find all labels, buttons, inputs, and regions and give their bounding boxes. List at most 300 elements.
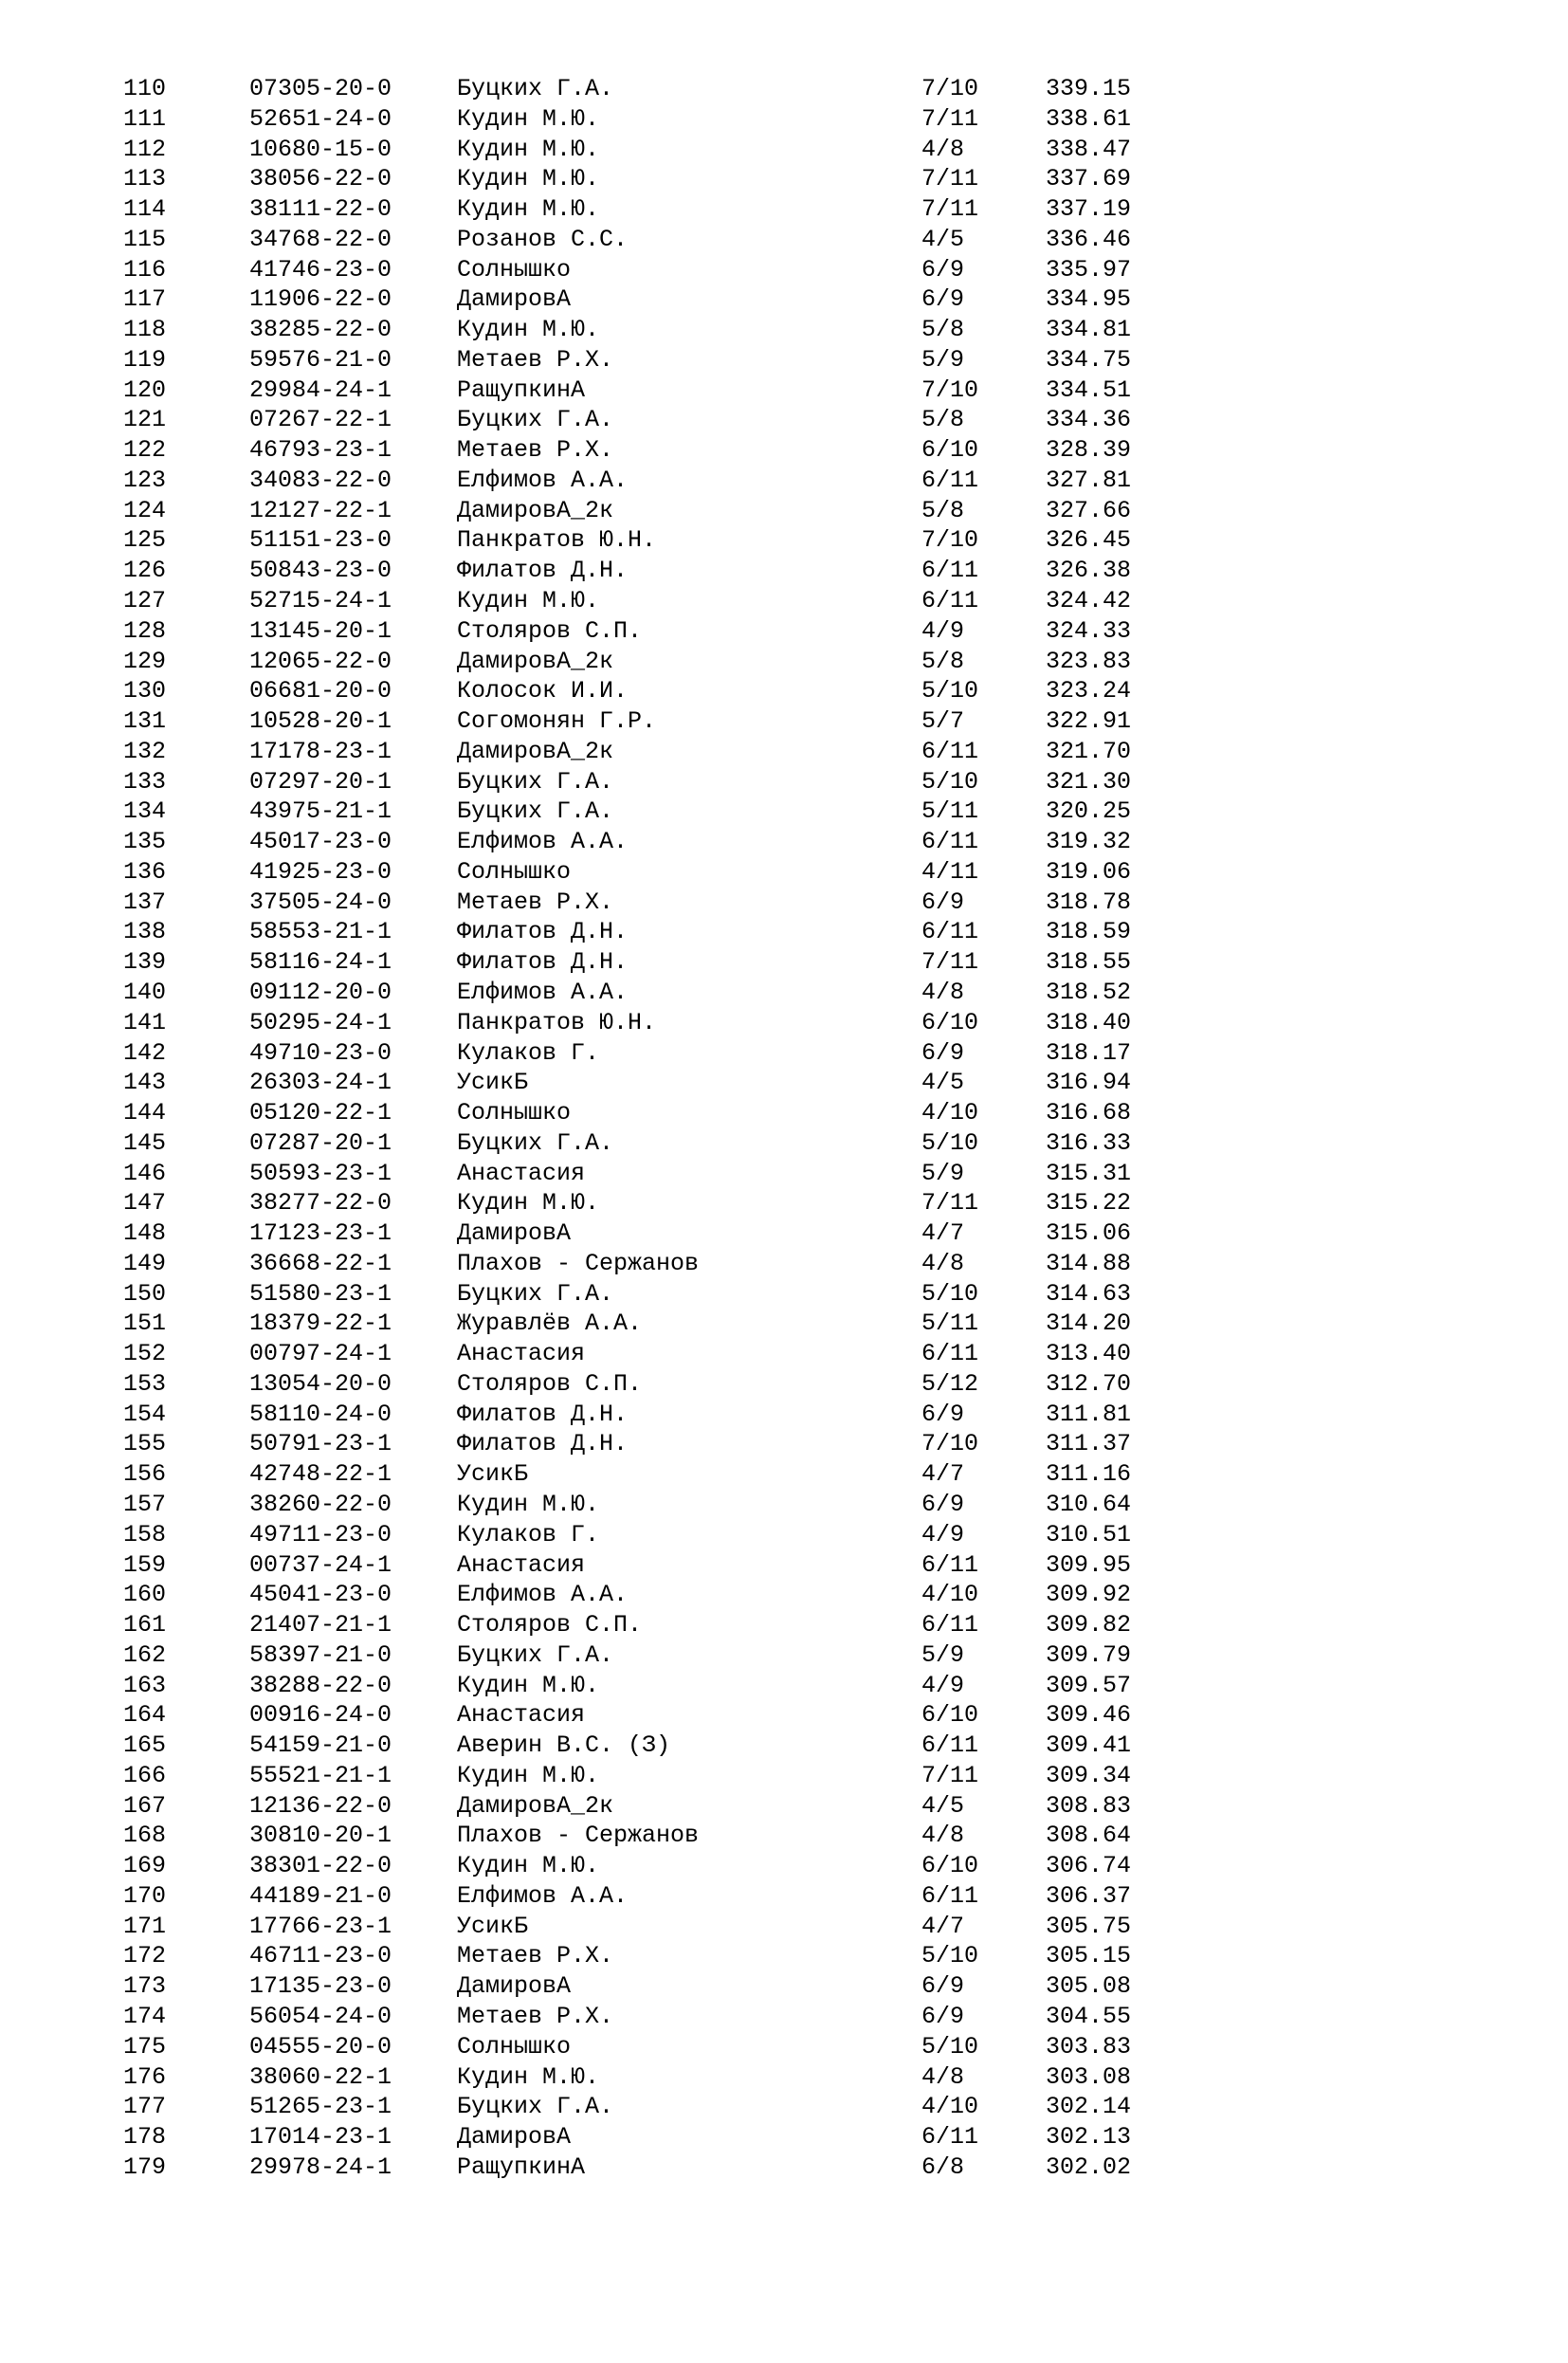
rank-cell: 174 xyxy=(123,2003,167,2030)
rank-cell: 119 xyxy=(123,345,167,374)
score-cell: 5/9 xyxy=(921,1159,965,1187)
name-cell: Анастасия xyxy=(457,1550,586,1579)
score-cell: 5/7 xyxy=(921,707,965,736)
value-cell: 316.94 xyxy=(1046,1069,1132,1097)
table-row xyxy=(0,947,1568,978)
rank-cell: 121 xyxy=(123,406,167,434)
name-cell: Буцких Г.А. xyxy=(457,2093,614,2121)
table-row xyxy=(0,1550,1568,1581)
score-cell: 4/5 xyxy=(921,225,965,253)
value-cell: 322.91 xyxy=(1046,707,1132,736)
table-row xyxy=(0,917,1568,947)
name-cell: Кудин М.Ю. xyxy=(457,1189,600,1218)
name-cell: Солнышко xyxy=(457,857,572,886)
name-cell: Филатов Д.Н. xyxy=(457,918,629,946)
table-row xyxy=(0,706,1568,737)
id-cell: 17014-23-1 xyxy=(249,2123,392,2152)
value-cell: 312.70 xyxy=(1046,1369,1132,1398)
id-cell: 00737-24-1 xyxy=(249,1550,392,1579)
value-cell: 309.95 xyxy=(1046,1550,1132,1579)
value-cell: 310.51 xyxy=(1046,1520,1132,1548)
id-cell: 58110-24-0 xyxy=(249,1400,392,1428)
table-row xyxy=(0,1791,1568,1822)
name-cell: Колосок И.И. xyxy=(457,677,629,705)
id-cell: 34083-22-0 xyxy=(249,466,392,494)
name-cell: Метаев Р.Х. xyxy=(457,2003,614,2030)
id-cell: 44189-21-0 xyxy=(249,1881,392,1910)
table-row xyxy=(0,135,1568,165)
value-cell: 326.38 xyxy=(1046,557,1132,585)
name-cell: Журавлёв А.А. xyxy=(457,1310,643,1338)
table-row xyxy=(0,616,1568,647)
rank-cell: 115 xyxy=(123,225,167,253)
table-row xyxy=(0,104,1568,135)
id-cell: 26303-24-1 xyxy=(249,1069,392,1097)
rank-cell: 164 xyxy=(123,1701,167,1730)
table-row xyxy=(0,1821,1568,1851)
id-cell: 30810-20-1 xyxy=(249,1822,392,1850)
rank-cell: 155 xyxy=(123,1430,167,1458)
name-cell: Столяров С.П. xyxy=(457,1369,643,1398)
table-row xyxy=(0,556,1568,586)
table-row xyxy=(0,2032,1568,2062)
name-cell: Солнышко xyxy=(457,2032,572,2061)
rank-cell: 168 xyxy=(123,1822,167,1850)
rank-cell: 152 xyxy=(123,1340,167,1368)
name-cell: Панкратов Ю.Н. xyxy=(457,1008,657,1036)
value-cell: 324.42 xyxy=(1046,587,1132,615)
rank-cell: 166 xyxy=(123,1761,167,1789)
score-cell: 4/8 xyxy=(921,978,965,1006)
id-cell: 43975-21-1 xyxy=(249,797,392,826)
value-cell: 337.69 xyxy=(1046,165,1132,193)
value-cell: 320.25 xyxy=(1046,797,1132,826)
value-cell: 302.02 xyxy=(1046,2152,1132,2181)
value-cell: 334.36 xyxy=(1046,406,1132,434)
value-cell: 334.51 xyxy=(1046,376,1132,404)
name-cell: ДамировА xyxy=(457,1219,572,1248)
id-cell: 46711-23-0 xyxy=(249,1942,392,1970)
name-cell: Елфимов А.А. xyxy=(457,1881,629,1910)
name-cell: Буцких Г.А. xyxy=(457,1279,614,1308)
rank-cell: 127 xyxy=(123,587,167,615)
value-cell: 303.08 xyxy=(1046,2062,1132,2091)
id-cell: 18379-22-1 xyxy=(249,1310,392,1338)
name-cell: Анастасия xyxy=(457,1701,586,1730)
name-cell: Буцких Г.А. xyxy=(457,75,614,102)
id-cell: 56054-24-0 xyxy=(249,2003,392,2030)
rank-cell: 131 xyxy=(123,707,167,736)
score-cell: 5/11 xyxy=(921,797,979,826)
score-cell: 5/11 xyxy=(921,1310,979,1338)
id-cell: 38056-22-0 xyxy=(249,165,392,193)
rank-cell: 165 xyxy=(123,1731,167,1760)
table-row xyxy=(0,315,1568,345)
score-cell: 6/9 xyxy=(921,285,965,314)
id-cell: 09112-20-0 xyxy=(249,978,392,1006)
rank-cell: 138 xyxy=(123,918,167,946)
id-cell: 07267-22-1 xyxy=(249,406,392,434)
table-row xyxy=(0,1851,1568,1881)
name-cell: Филатов Д.Н. xyxy=(457,557,629,585)
value-cell: 323.83 xyxy=(1046,647,1132,675)
score-cell: 4/5 xyxy=(921,1791,965,1820)
value-cell: 314.63 xyxy=(1046,1279,1132,1308)
name-cell: Столяров С.П. xyxy=(457,1611,643,1639)
table-row xyxy=(0,74,1568,104)
value-cell: 327.81 xyxy=(1046,466,1132,494)
id-cell: 17123-23-1 xyxy=(249,1219,392,1248)
rank-cell: 153 xyxy=(123,1369,167,1398)
id-cell: 07287-20-1 xyxy=(249,1128,392,1157)
table-row xyxy=(0,255,1568,285)
id-cell: 38288-22-0 xyxy=(249,1671,392,1699)
name-cell: Елфимов А.А. xyxy=(457,978,629,1006)
rank-cell: 144 xyxy=(123,1099,167,1127)
id-cell: 38111-22-0 xyxy=(249,195,392,224)
score-cell: 4/9 xyxy=(921,616,965,645)
value-cell: 326.45 xyxy=(1046,526,1132,555)
rank-cell: 142 xyxy=(123,1038,167,1067)
score-cell: 5/9 xyxy=(921,1640,965,1669)
id-cell: 54159-21-0 xyxy=(249,1731,392,1760)
name-cell: Розанов С.С. xyxy=(457,225,629,253)
score-cell: 5/8 xyxy=(921,406,965,434)
rank-cell: 175 xyxy=(123,2032,167,2061)
rank-cell: 113 xyxy=(123,165,167,193)
value-cell: 338.61 xyxy=(1046,104,1132,133)
table-row xyxy=(0,1459,1568,1490)
id-cell: 51580-23-1 xyxy=(249,1279,392,1308)
rank-cell: 151 xyxy=(123,1310,167,1338)
name-cell: Буцких Г.А. xyxy=(457,767,614,796)
name-cell: Кулаков Г. xyxy=(457,1520,600,1548)
table-row xyxy=(0,1159,1568,1189)
score-cell: 4/9 xyxy=(921,1520,965,1548)
name-cell: Анастасия xyxy=(457,1340,586,1368)
table-row xyxy=(0,1881,1568,1912)
score-cell: 5/12 xyxy=(921,1369,979,1398)
name-cell: Кулаков Г. xyxy=(457,1038,600,1067)
name-cell: Буцких Г.А. xyxy=(457,1128,614,1157)
value-cell: 311.37 xyxy=(1046,1430,1132,1458)
rank-cell: 137 xyxy=(123,888,167,916)
table-row xyxy=(0,405,1568,435)
rank-cell: 141 xyxy=(123,1008,167,1036)
rank-cell: 145 xyxy=(123,1128,167,1157)
score-cell: 6/11 xyxy=(921,1731,979,1760)
id-cell: 51151-23-0 xyxy=(249,526,392,555)
rank-cell: 157 xyxy=(123,1490,167,1518)
score-cell: 6/10 xyxy=(921,1852,979,1880)
id-cell: 59576-21-0 xyxy=(249,345,392,374)
table-row xyxy=(0,1128,1568,1159)
score-cell: 4/5 xyxy=(921,1069,965,1097)
score-cell: 6/10 xyxy=(921,436,979,465)
id-cell: 12136-22-0 xyxy=(249,1791,392,1820)
name-cell: Елфимов А.А. xyxy=(457,828,629,856)
rank-cell: 176 xyxy=(123,2062,167,2091)
rank-cell: 134 xyxy=(123,797,167,826)
name-cell: ДамировА_2к xyxy=(457,737,614,765)
score-cell: 6/9 xyxy=(921,1972,965,2001)
score-cell: 4/8 xyxy=(921,2062,965,2091)
id-cell: 05120-22-1 xyxy=(249,1099,392,1127)
id-cell: 29978-24-1 xyxy=(249,2152,392,2181)
score-cell: 6/9 xyxy=(921,1490,965,1518)
rank-cell: 178 xyxy=(123,2123,167,2152)
value-cell: 311.81 xyxy=(1046,1400,1132,1428)
name-cell: Метаев Р.Х. xyxy=(457,345,614,374)
value-cell: 328.39 xyxy=(1046,436,1132,465)
table-row xyxy=(0,1671,1568,1701)
table-row xyxy=(0,1339,1568,1369)
score-cell: 7/11 xyxy=(921,165,979,193)
rank-cell: 163 xyxy=(123,1671,167,1699)
id-cell: 41746-23-0 xyxy=(249,255,392,284)
value-cell: 338.47 xyxy=(1046,135,1132,163)
value-cell: 306.37 xyxy=(1046,1881,1132,1910)
value-cell: 308.64 xyxy=(1046,1822,1132,1850)
rank-cell: 173 xyxy=(123,1972,167,2001)
name-cell: Кудин М.Ю. xyxy=(457,195,600,224)
value-cell: 302.14 xyxy=(1046,2093,1132,2121)
table-row xyxy=(0,888,1568,918)
score-cell: 4/8 xyxy=(921,1249,965,1277)
score-cell: 5/8 xyxy=(921,496,965,524)
name-cell: Кудин М.Ю. xyxy=(457,104,600,133)
table-row xyxy=(0,225,1568,255)
value-cell: 324.33 xyxy=(1046,616,1132,645)
rank-cell: 117 xyxy=(123,285,167,314)
name-cell: УсикБ xyxy=(457,1460,529,1489)
table-row xyxy=(0,1249,1568,1279)
score-cell: 6/11 xyxy=(921,737,979,765)
score-cell: 7/11 xyxy=(921,948,979,977)
table-row xyxy=(0,1369,1568,1400)
score-cell: 5/8 xyxy=(921,316,965,344)
ranking-table xyxy=(0,74,1568,2183)
id-cell: 46793-23-1 xyxy=(249,436,392,465)
name-cell: Елфимов А.А. xyxy=(457,466,629,494)
score-cell: 6/11 xyxy=(921,557,979,585)
id-cell: 50295-24-1 xyxy=(249,1008,392,1036)
rank-cell: 177 xyxy=(123,2093,167,2121)
name-cell: ДамировА_2к xyxy=(457,1791,614,1820)
name-cell: Столяров С.П. xyxy=(457,616,643,645)
id-cell: 38260-22-0 xyxy=(249,1490,392,1518)
table-row xyxy=(0,1490,1568,1520)
name-cell: Согомонян Г.Р. xyxy=(457,707,657,736)
id-cell: 50843-23-0 xyxy=(249,557,392,585)
value-cell: 318.59 xyxy=(1046,918,1132,946)
score-cell: 6/11 xyxy=(921,1550,979,1579)
rank-cell: 111 xyxy=(123,104,167,133)
id-cell: 49710-23-0 xyxy=(249,1038,392,1067)
id-cell: 45017-23-0 xyxy=(249,828,392,856)
value-cell: 313.40 xyxy=(1046,1340,1132,1368)
value-cell: 318.78 xyxy=(1046,888,1132,916)
id-cell: 37505-24-0 xyxy=(249,888,392,916)
score-cell: 6/11 xyxy=(921,828,979,856)
score-cell: 6/11 xyxy=(921,918,979,946)
rank-cell: 148 xyxy=(123,1219,167,1248)
score-cell: 7/11 xyxy=(921,195,979,224)
name-cell: Панкратов Ю.Н. xyxy=(457,526,657,555)
name-cell: Кудин М.Ю. xyxy=(457,1761,600,1789)
name-cell: Кудин М.Ю. xyxy=(457,1490,600,1518)
score-cell: 4/9 xyxy=(921,1671,965,1699)
score-cell: 6/11 xyxy=(921,1340,979,1368)
score-cell: 5/10 xyxy=(921,1942,979,1970)
id-cell: 07297-20-1 xyxy=(249,767,392,796)
value-cell: 319.06 xyxy=(1046,857,1132,886)
value-cell: 309.82 xyxy=(1046,1611,1132,1639)
id-cell: 21407-21-1 xyxy=(249,1611,392,1639)
score-cell: 5/10 xyxy=(921,677,979,705)
rank-cell: 172 xyxy=(123,1942,167,1970)
table-row xyxy=(0,737,1568,767)
id-cell: 00916-24-0 xyxy=(249,1701,392,1730)
rank-cell: 124 xyxy=(123,496,167,524)
score-cell: 5/9 xyxy=(921,345,965,374)
table-row xyxy=(0,857,1568,888)
id-cell: 52715-24-1 xyxy=(249,587,392,615)
value-cell: 319.32 xyxy=(1046,828,1132,856)
id-cell: 51265-23-1 xyxy=(249,2093,392,2121)
id-cell: 38285-22-0 xyxy=(249,316,392,344)
id-cell: 52651-24-0 xyxy=(249,104,392,133)
name-cell: ДамировА xyxy=(457,1972,572,2001)
score-cell: 4/8 xyxy=(921,1822,965,1850)
rank-cell: 149 xyxy=(123,1249,167,1277)
rank-cell: 167 xyxy=(123,1791,167,1820)
value-cell: 305.15 xyxy=(1046,1942,1132,1970)
table-row xyxy=(0,676,1568,706)
rank-cell: 146 xyxy=(123,1159,167,1187)
table-row xyxy=(0,376,1568,406)
value-cell: 318.40 xyxy=(1046,1008,1132,1036)
value-cell: 309.79 xyxy=(1046,1640,1132,1669)
name-cell: Филатов Д.Н. xyxy=(457,1430,629,1458)
value-cell: 334.81 xyxy=(1046,316,1132,344)
id-cell: 38060-22-1 xyxy=(249,2062,392,2091)
id-cell: 34768-22-0 xyxy=(249,225,392,253)
value-cell: 334.95 xyxy=(1046,285,1132,314)
rank-cell: 128 xyxy=(123,616,167,645)
rank-cell: 118 xyxy=(123,316,167,344)
score-cell: 6/11 xyxy=(921,1611,979,1639)
rank-cell: 154 xyxy=(123,1400,167,1428)
table-row xyxy=(0,1700,1568,1731)
table-row xyxy=(0,2092,1568,2122)
id-cell: 10528-20-1 xyxy=(249,707,392,736)
score-cell: 4/7 xyxy=(921,1912,965,1940)
value-cell: 305.08 xyxy=(1046,1972,1132,2001)
rank-cell: 158 xyxy=(123,1520,167,1548)
name-cell: РащупкинА xyxy=(457,376,586,404)
name-cell: Плахов - Сержанов xyxy=(457,1249,700,1277)
value-cell: 309.46 xyxy=(1046,1701,1132,1730)
rank-cell: 162 xyxy=(123,1640,167,1669)
rank-cell: 169 xyxy=(123,1852,167,1880)
name-cell: Аверин В.С. (З) xyxy=(457,1731,671,1760)
score-cell: 4/8 xyxy=(921,135,965,163)
score-cell: 6/10 xyxy=(921,1008,979,1036)
name-cell: Кудин М.Ю. xyxy=(457,135,600,163)
rank-cell: 139 xyxy=(123,948,167,977)
name-cell: Елфимов А.А. xyxy=(457,1581,629,1609)
score-cell: 5/10 xyxy=(921,2032,979,2061)
score-cell: 7/10 xyxy=(921,75,979,102)
table-row xyxy=(0,525,1568,556)
id-cell: 49711-23-0 xyxy=(249,1520,392,1548)
score-cell: 7/10 xyxy=(921,526,979,555)
name-cell: ДамировА_2к xyxy=(457,647,614,675)
table-row xyxy=(0,1068,1568,1098)
id-cell: 12127-22-1 xyxy=(249,496,392,524)
rank-cell: 116 xyxy=(123,255,167,284)
table-row xyxy=(0,1098,1568,1128)
id-cell: 50791-23-1 xyxy=(249,1430,392,1458)
rank-cell: 171 xyxy=(123,1912,167,1940)
score-cell: 6/11 xyxy=(921,587,979,615)
name-cell: Филатов Д.Н. xyxy=(457,948,629,977)
table-row xyxy=(0,1279,1568,1310)
rank-cell: 110 xyxy=(123,75,167,102)
name-cell: Кудин М.Ю. xyxy=(457,587,600,615)
table-row xyxy=(0,2152,1568,2183)
table-row xyxy=(0,2002,1568,2032)
name-cell: РащупкинА xyxy=(457,2152,586,2181)
id-cell: 12065-22-0 xyxy=(249,647,392,675)
id-cell: 36668-22-1 xyxy=(249,1249,392,1277)
id-cell: 50593-23-1 xyxy=(249,1159,392,1187)
rank-cell: 126 xyxy=(123,557,167,585)
table-row xyxy=(0,1580,1568,1610)
value-cell: 303.83 xyxy=(1046,2032,1132,2061)
name-cell: ДамировА xyxy=(457,285,572,314)
id-cell: 11906-22-0 xyxy=(249,285,392,314)
table-row xyxy=(0,1038,1568,1069)
value-cell: 321.30 xyxy=(1046,767,1132,796)
value-cell: 309.57 xyxy=(1046,1671,1132,1699)
table-row xyxy=(0,466,1568,496)
value-cell: 310.64 xyxy=(1046,1490,1132,1518)
name-cell: Метаев Р.Х. xyxy=(457,1942,614,1970)
score-cell: 4/7 xyxy=(921,1219,965,1248)
table-row xyxy=(0,194,1568,225)
id-cell: 04555-20-0 xyxy=(249,2032,392,2061)
table-row xyxy=(0,1309,1568,1339)
name-cell: Кудин М.Ю. xyxy=(457,165,600,193)
score-cell: 5/10 xyxy=(921,1279,979,1308)
table-row xyxy=(0,1941,1568,1971)
score-cell: 5/10 xyxy=(921,767,979,796)
name-cell: ДамировА_2к xyxy=(457,496,614,524)
name-cell: Буцких Г.А. xyxy=(457,406,614,434)
table-row xyxy=(0,797,1568,827)
score-cell: 5/10 xyxy=(921,1128,979,1157)
id-cell: 42748-22-1 xyxy=(249,1460,392,1489)
name-cell: Кудин М.Ю. xyxy=(457,2062,600,2091)
name-cell: Солнышко xyxy=(457,255,572,284)
score-cell: 4/7 xyxy=(921,1460,965,1489)
score-cell: 6/9 xyxy=(921,888,965,916)
id-cell: 41925-23-0 xyxy=(249,857,392,886)
rank-cell: 170 xyxy=(123,1881,167,1910)
table-row xyxy=(0,164,1568,194)
